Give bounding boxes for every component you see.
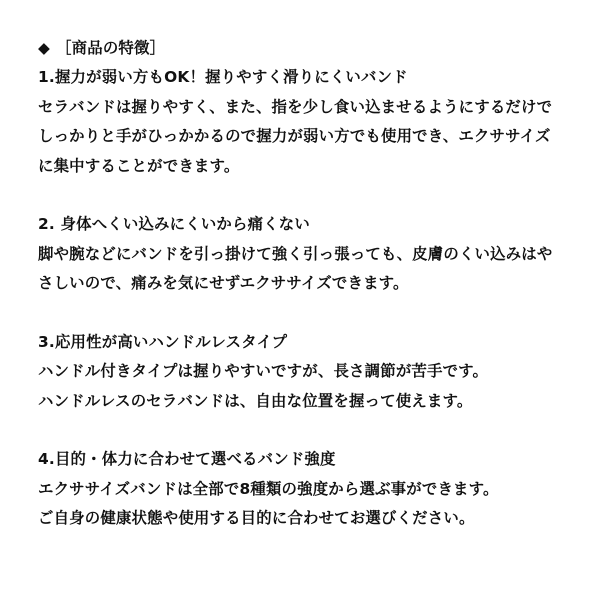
spacer <box>38 181 588 210</box>
feature-section-4 <box>38 445 588 533</box>
feature-heading-2: 2. 身体へくい込みにくいから痛くない <box>38 215 310 234</box>
feature-4-line-2: ご自身の健康状態や使用する目的に合わせてお選びください。 <box>38 509 475 528</box>
feature-document <box>38 34 588 534</box>
feature-section-3 <box>38 328 588 416</box>
feature-1-line-3: に集中することができます。 <box>38 156 240 175</box>
feature-3-line-2: ハンドルレスのセラバンドは、自由な位置を握って使えます。 <box>38 391 473 410</box>
feature-section-2 <box>38 210 588 298</box>
diamond-bullet-icon: ◆ <box>38 39 51 57</box>
feature-2-line-1: 脚や腕などにバンドを引っ掛けて強く引っ張っても、皮膚のくい込みはや <box>38 244 553 263</box>
features-title <box>38 34 588 63</box>
feature-4-line-1: エクササイズバンドは全部で8種類の強度から選ぶ事ができます。 <box>38 479 499 498</box>
spacer <box>38 416 588 445</box>
feature-section-1 <box>38 63 588 181</box>
feature-1-line-2: しっかりと手がひっかかるので握力が弱い方でも使用でき、エクササイズ <box>38 127 551 146</box>
spacer <box>38 299 588 328</box>
feature-heading-4: 4.目的・体力に合わせて選べるバンド強度 <box>38 450 336 469</box>
features-title-text: ［商品の特徴］ <box>56 39 166 57</box>
feature-heading-1: 1.握力が弱い方もOK！握りやすく滑りにくいバンド <box>38 68 408 87</box>
feature-3-line-1: ハンドル付きタイプは握りやすいですが、長さ調節が苦手です。 <box>38 362 489 381</box>
feature-2-line-2: さしいので、痛みを気にせずエクササイズできます。 <box>38 274 409 293</box>
feature-1-line-1: セラバンドは握りやすく、また、指を少し食い込ませるようにするだけで <box>38 97 553 116</box>
feature-heading-3: 3.応用性が高いハンドルレスタイプ <box>38 332 288 351</box>
